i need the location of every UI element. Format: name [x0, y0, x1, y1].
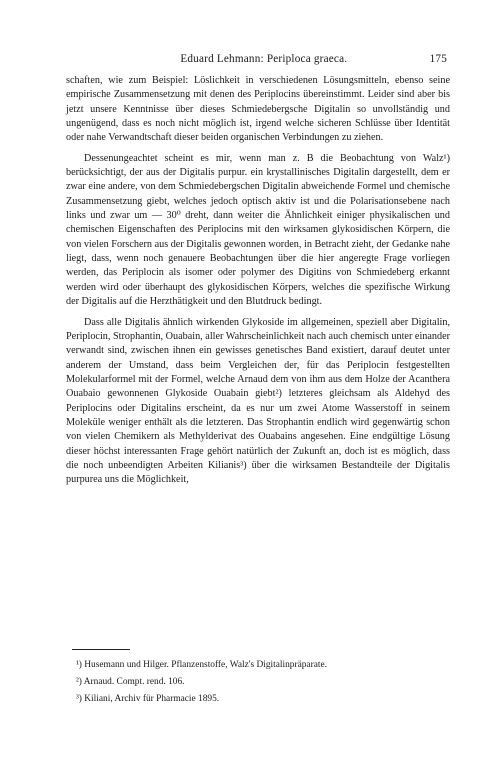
footnote-divider: [72, 649, 130, 650]
paragraph-glykoside: Dass alle Digitalis ähnlich wirkenden Glykoside im allgemeinen, speziell aber Digitalin, Periplocin, Strophantin, Ouabain, aller Wahrscheinlichkeit nach auch chemisch unter einander verwandt sind, zwischen ihnen ein gewisses genetisches Band existiert, darauf deutet unter anderem der Umstand, dass beim Vergleichen der, für das Periplocin festgestellten Molekularformel mit der Formel, welche Arnaud dem von ihm aus dem Holze der Acanthera Ouabaio gewonnenen Glykoside Ouabain giebt²) letzteres gleichsam als Aldehyd des Periplocins oder Digitalins erscheint, da es nur um zwei Atome Wasserstoff in seinem Moleküle weniger enthält als die letzteren. Das Strophantin endlich wird gegenwärtig schon von vielen Chemikern als Methylderivat des Ouabains angesehen. Eine endgültige Lösung dieser höchst interessanten Frage gehört natürlich der Zukunft an, doch ist es möglich, dass die noch unbeendigten Arbeiten Kilianis³) über die wirksamen Bestandteile der Digitalis purpurea uns die Möglichkeit,: [66, 316, 450, 486]
footnotes: [76, 657, 448, 709]
footnote-2: ²) Arnaud. Compt. rend. 106.: [76, 677, 185, 688]
body-text: [66, 74, 450, 488]
footnote-1: ¹) Husemann und Hilger. Pflanzenstoffe, Walz's Digitalinpräparate.: [76, 660, 327, 670]
running-header: [66, 52, 447, 66]
page-number: 175: [429, 53, 447, 65]
paragraph-continuation: schaften, wie zum Beispiel: Löslichkeit in verschiedenen Lösungsmitteln, ebenso seine empirische Zusammensetzung mit denen des Periplocins übereinstimmt. Leider sind aber bis jetzt unsere Kenntnisse über dieses Schmiedebergsche Digitalin so unvollständig und ungenügend, dass es noch nicht möglich ist, irgend welche sicheren Schlüsse über Identität oder nahe Verwandtschaft dieser beiden organischen Verbindungen zu ziehen.: [66, 75, 450, 144]
running-title: Eduard Lehmann: Periploca graeca.: [180, 53, 348, 65]
footnote-3: ³) Kiliani, Archiv für Pharmacie 1895.: [76, 694, 220, 705]
paragraph-dessenungeachtet: Dessenungeachtet scheint es mir, wenn man z. B die Beobachtung von Walz¹) berücksichtigt, der aus der Digitalis purpur. ein krystallinisches Digitalin dargestellt, dem er zwar eine andere, von dem Schmiedebergschen Digitalin abweichende Formel und chemische Zusammensetzung giebt, welches jedoch optisch aktiv ist und die Polarisationsebene nach links und zwar um — 30⁰ dreht, dann weiter die Ähnlichkeit einiger physikalischen und chemischen Eigenschaften des Periplocins mit den wirksamen glykosidischen Körpern, die von vielen Forschern aus der Digitalis gewonnen worden, in Betracht zieht, der Gedanke nahe liegt, dass, wenn noch genauere Beobachtungen über die hier angeregte Frage vorliegen werden, das Periplocin als isomer oder polymer des Digitins von Schmiedeberg erkannt werden wird oder überhaupt des glykosidischen Körpers, welches die spezifische Wirkung der Digitalis auf die Herzthätigkeit und den Blutdruck bedingt.: [66, 152, 450, 308]
